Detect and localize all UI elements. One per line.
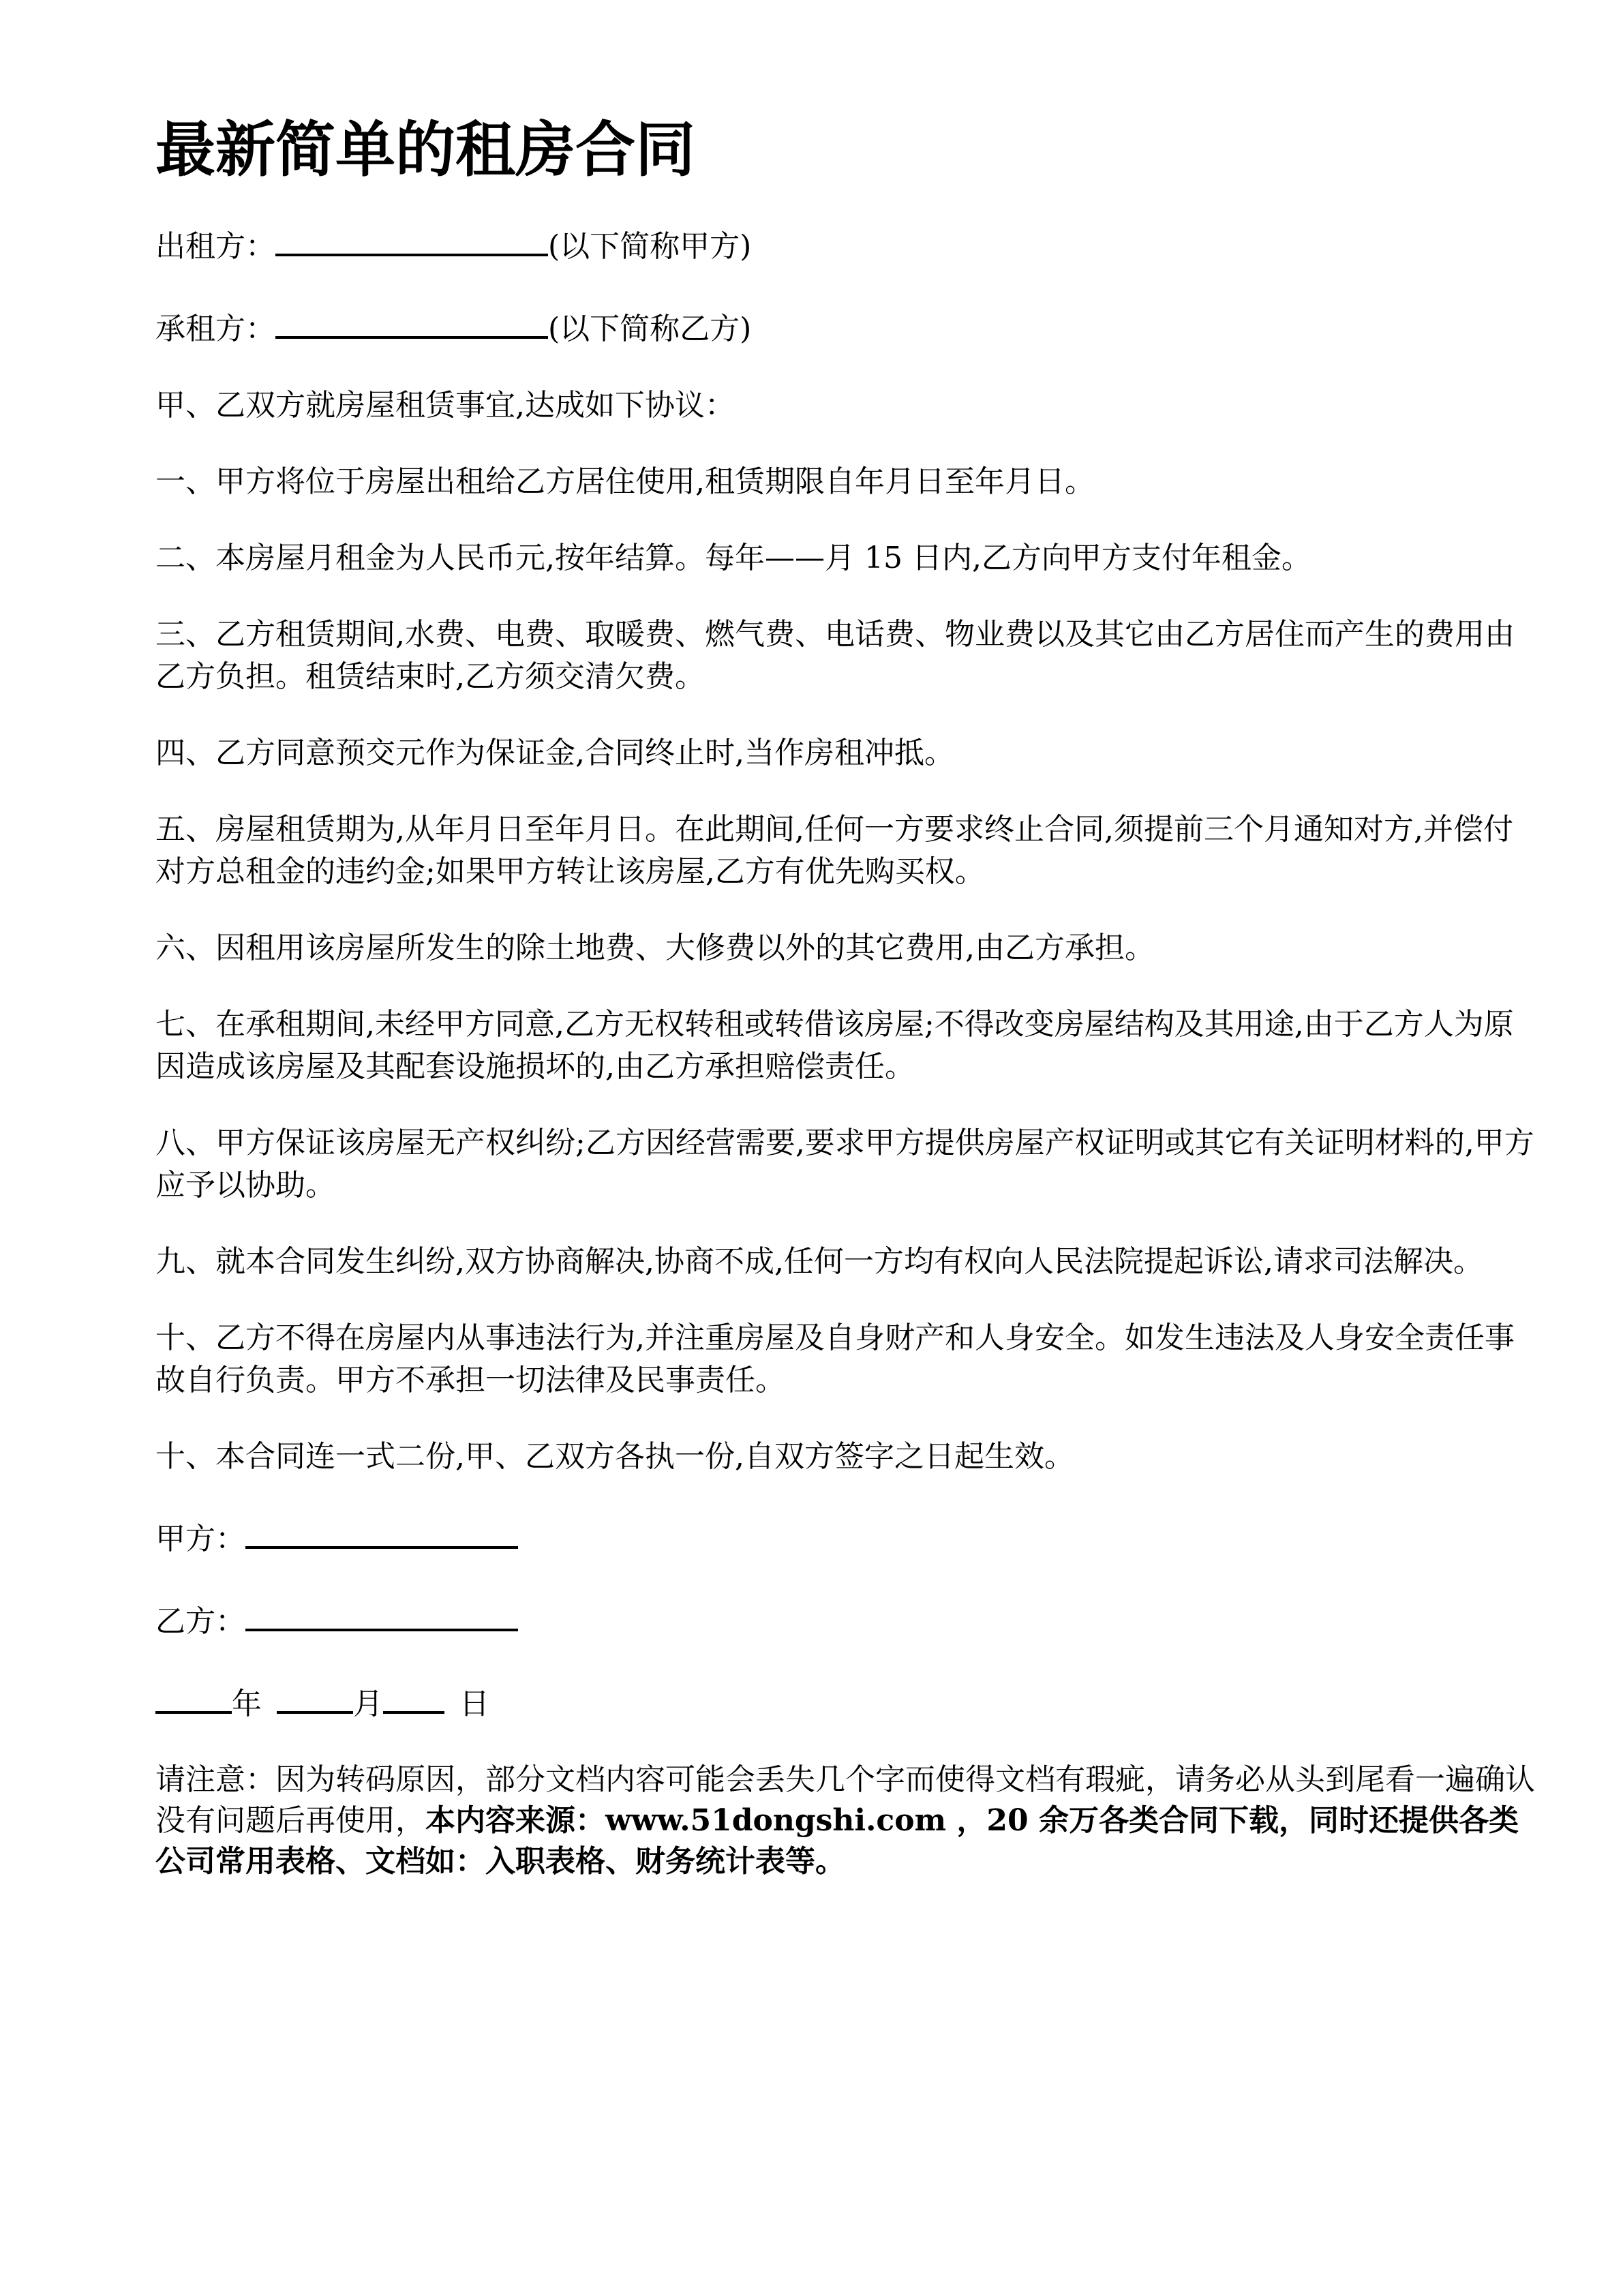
clause-3: 三、乙方租赁期间,水费、电费、取暖费、燃气费、电话费、物业费以及其它由乙方居住而产生的费用由乙方负担。租赁结束时,乙方须交清欠费。 bbox=[155, 617, 1515, 694]
clause-4: 四、乙方同意预交元作为保证金,合同终止时,当作房租冲抵。 bbox=[155, 736, 954, 770]
clause-7: 七、在承租期间,未经甲方同意,乙方无权转租或转借该房屋;不得改变房屋结构及其用途,由于乙方人为原因造成该房屋及其配套设施损坏的,由乙方承担赔偿责任。 bbox=[155, 1007, 1514, 1084]
year-blank bbox=[155, 1677, 232, 1714]
party-a-signature-line bbox=[155, 1512, 1539, 1560]
clause-8: 八、甲方保证该房屋无产权纠纷;乙方因经营需要,要求甲方提供房屋产权证明或其它有关证明材料的,甲方应予以协助。 bbox=[155, 1126, 1534, 1203]
day-blank bbox=[383, 1677, 444, 1714]
party-b-signature-line bbox=[155, 1595, 1539, 1643]
day-label: 日 bbox=[459, 1687, 489, 1721]
clause-6: 六、因租用该房屋所发生的除土地费、大修费以外的其它费用,由乙方承担。 bbox=[155, 931, 1155, 965]
month-blank bbox=[277, 1677, 353, 1714]
notice-bold-text: 本内容来源：www.51dongshi.com ，20 余万各类合同下载，同时还提供各类公司常用表格、文档如：入职表格、财务统计表等。 bbox=[155, 1803, 1519, 1879]
party-a-blank bbox=[245, 1512, 518, 1549]
date-line bbox=[155, 1677, 1539, 1725]
lessor-blank bbox=[275, 220, 548, 256]
clause-10: 十、乙方不得在房屋内从事违法行为,并注重房屋及自身财产和人身安全。如发生违法及人身安全责任事故自行负责。甲方不承担一切法律及民事责任。 bbox=[155, 1320, 1515, 1398]
lessee-suffix: (以下简称乙方) bbox=[548, 312, 752, 346]
clause-9: 九、就本合同发生纠纷,双方协商解决,协商不成,任何一方均有权向人民法院提起诉讼,请求司法解决。 bbox=[155, 1244, 1483, 1279]
party-b-blank bbox=[245, 1595, 518, 1631]
intro-paragraph: 甲、乙双方就房屋租赁事宜,达成如下协议： bbox=[155, 388, 735, 423]
clause-5: 五、房屋租赁期为,从年月日至年月日。在此期间,任何一方要求终止合同,须提前三个月通知对方,并偿付对方总租金的违约金;如果甲方转让该房屋,乙方有优先购买权。 bbox=[155, 812, 1513, 889]
clause-2: 二、本房屋月租金为人民币元,按年结算。每年——月 15 日内,乙方向甲方支付年租金。 bbox=[155, 541, 1311, 575]
clause-11: 十、本合同连一式二份,甲、乙双方各执一份,自双方签字之日起生效。 bbox=[155, 1439, 1074, 1474]
lessor-label: 出租方： bbox=[155, 229, 275, 264]
party-b-label: 乙方： bbox=[155, 1604, 245, 1639]
lessee-line bbox=[155, 302, 1539, 350]
document-title: 最新简单的租房合同 bbox=[155, 115, 696, 185]
month-label: 月 bbox=[353, 1687, 383, 1721]
notice-normal-text: 请注意：因为转码原因，部分文档内容可能会丢失几个字而使得文档有瑕疵，请务必从头到尾看一遍确认没有问题后再使用， bbox=[155, 1762, 1535, 1838]
notice-paragraph bbox=[155, 1759, 1539, 1882]
clause-1: 一、甲方将位于房屋出租给乙方居住使用,租赁期限自年月日至年月日。 bbox=[155, 464, 1095, 499]
lessee-blank bbox=[275, 302, 548, 339]
lessor-line bbox=[155, 220, 1539, 268]
lessee-label: 承租方： bbox=[155, 312, 275, 346]
contract-document bbox=[155, 109, 1539, 1882]
party-a-label: 甲方： bbox=[155, 1522, 245, 1556]
year-label: 年 bbox=[232, 1687, 262, 1721]
lessor-suffix: (以下简称甲方) bbox=[548, 229, 752, 264]
